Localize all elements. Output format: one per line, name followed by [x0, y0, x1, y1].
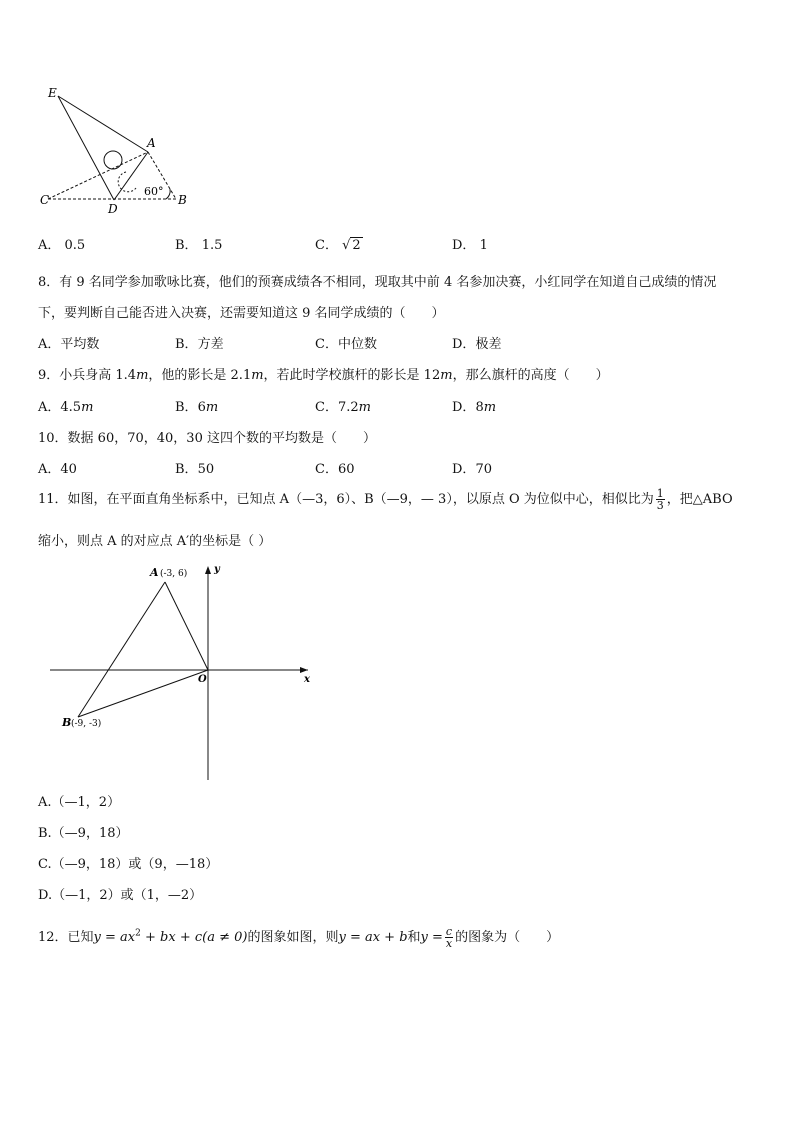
q11-coordinate-figure	[40, 560, 330, 785]
q10-option-d[interactable]: D．70	[452, 462, 492, 477]
q10-option-c[interactable]: C．60	[315, 462, 355, 477]
q10-option-a[interactable]: A．40	[38, 462, 77, 477]
q8-line2: 下，要判断自己能否进入决赛，还需要知道这 9 名同学成绩的（ ）	[38, 306, 445, 321]
label-B: B	[178, 193, 187, 207]
q9-option-d[interactable]: D．8m	[452, 400, 497, 415]
label-A: A	[150, 566, 159, 579]
q7-figure	[36, 84, 196, 214]
q11-option-b[interactable]: B.（—9，18）	[38, 826, 129, 841]
q7-option-b[interactable]: B． 1.5	[175, 238, 223, 253]
q7-option-d[interactable]: D． 1	[452, 238, 488, 253]
label-y: y	[214, 564, 220, 575]
label-A-coord: (-3, 6)	[160, 569, 188, 579]
q11-option-d[interactable]: D.（—1，2）或（1，—2）	[38, 888, 203, 903]
q8-option-d[interactable]: D．极差	[452, 337, 502, 352]
fraction-one-third: $\frac{1}{3}$	[656, 487, 664, 512]
q9-option-b[interactable]: B．6m	[175, 400, 219, 415]
sqrt-symbol: √ 2	[342, 238, 361, 253]
label-D: D	[108, 202, 118, 214]
label-C: C	[40, 193, 50, 207]
label-B: B	[62, 716, 72, 729]
label-A: A	[147, 136, 156, 150]
q8-option-b[interactable]: B．方差	[175, 337, 224, 352]
q9-option-a[interactable]: A．4.5m	[38, 400, 94, 415]
q8-option-c[interactable]: C．中位数	[315, 337, 377, 352]
q9-question: 9．小兵身高 1.4m，他的影长是 2.1m，若此时学校旗杆的影长是 12m，那么旗杆的高度（ ）	[38, 368, 609, 383]
q7-option-c[interactable]: C． √ 2	[315, 238, 361, 253]
label-O: O	[198, 674, 207, 685]
q11-line2: 缩小，则点 A 的对应点 A′的坐标是（ ）	[38, 534, 272, 549]
q9-option-c[interactable]: C．7.2m	[315, 400, 371, 415]
q7-option-a[interactable]: A． 0.5	[38, 238, 86, 253]
q11-line1: 11．如图，在平面直角坐标系中，已知点 A（—3，6）、B（—9，— 3），以原点 O 为位似中心，相似比为 $\frac{1}{3}$ ，把△ABO	[38, 487, 733, 512]
q8-line1: 8．有 9 名同学参加歌咏比赛，他们的预赛成绩各不相同，现取其中前 4 名参加决赛，小红同学在知道自己成绩的情况	[38, 275, 717, 290]
q10-question: 10．数据 60，70，40，30 这四个数的平均数是（ ）	[38, 431, 376, 446]
label-B-coord: (-9, -3)	[71, 719, 102, 729]
q12-question: 12．已知$y = ax^2$ + bx + c(a ≠ 0)的图象如图，则y = ax + b和y = $\frac{c}{x}$ 的图象为（ ）	[38, 925, 560, 950]
label-x: x	[304, 674, 310, 685]
label-E: E	[48, 86, 57, 100]
q11-option-a[interactable]: A.（—1，2）	[38, 795, 121, 810]
q11-option-c[interactable]: C.（—9，18）或（9，—18）	[38, 857, 219, 872]
q10-option-b[interactable]: B．50	[175, 462, 215, 477]
q8-option-a[interactable]: A．平均数	[38, 337, 100, 352]
angle-label: 60°	[144, 185, 164, 198]
fraction-c-over-x: $\frac{c}{x}$	[445, 925, 453, 950]
